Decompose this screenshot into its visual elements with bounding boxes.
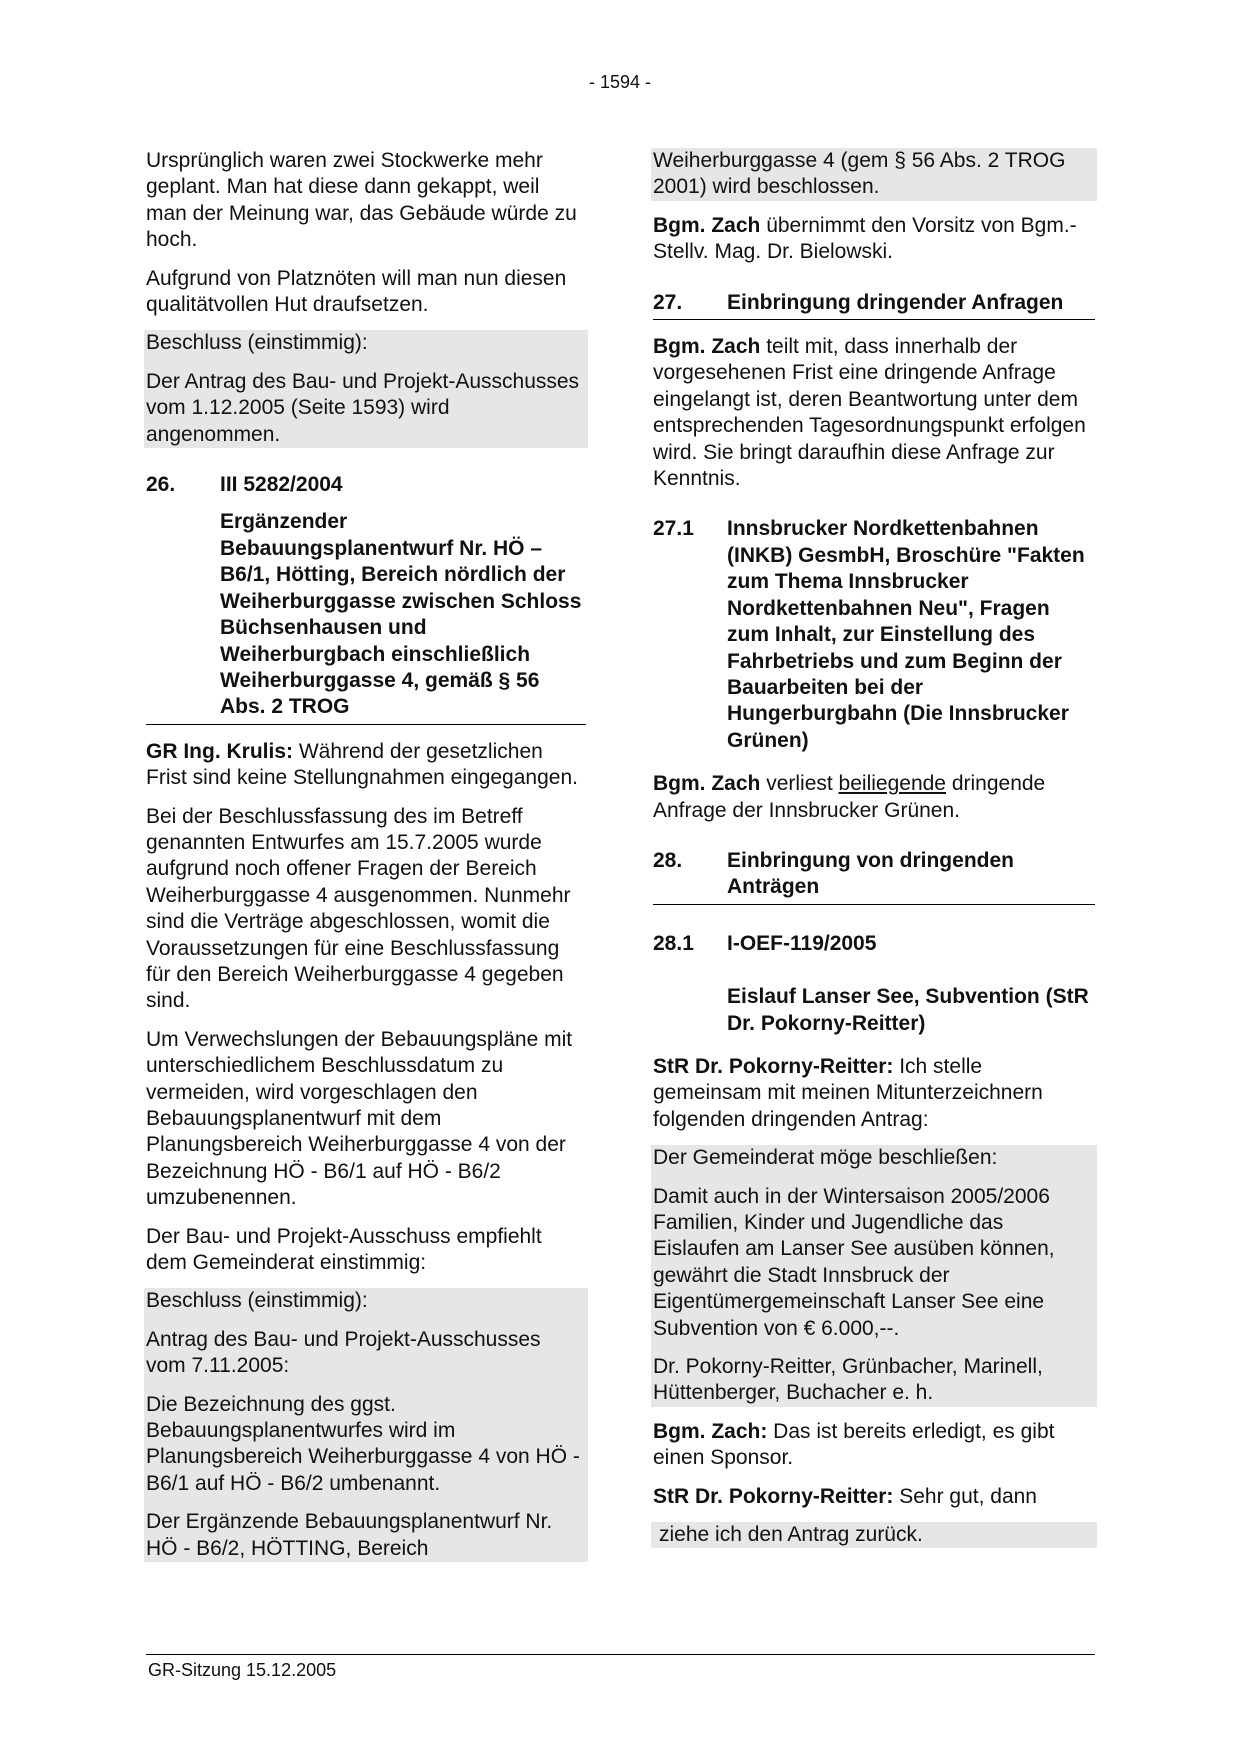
- resolution-text: Weiherburggasse 4 (gem § 56 Abs. 2 TROG 2001) wird beschlossen.: [653, 149, 1066, 199]
- statement-text: Während der gesetzlichen Frist sind keine Stellungnahmen eingegangen.: [146, 739, 578, 790]
- attachment-reference: beiliegende: [838, 772, 946, 796]
- item-title: Einbringung dringender Anfragen: [727, 290, 1064, 314]
- closing-text: ziehe ich den Antrag zurück.: [659, 1523, 923, 1547]
- resolution-block: [651, 148, 1097, 201]
- item-number: 28.1: [653, 931, 694, 955]
- resolution-block: [144, 330, 588, 448]
- resolution-label: Beschluss (einstimmig):: [146, 331, 368, 355]
- speaker-name: Bgm. Zach: [653, 213, 761, 237]
- statement-text: verliest: [760, 772, 839, 796]
- statement-text: übernimmt den Vorsitz von Bgm.-Stellv. Mag. Dr. Bielowski.: [653, 213, 1077, 264]
- agenda-item-26-title: [146, 509, 586, 724]
- item-title: Eislauf Lanser See, Subvention (StR Dr. Pokorny-Reitter): [727, 985, 1089, 1035]
- resolution-label: Beschluss (einstimmig):: [146, 1289, 368, 1313]
- item-number: 27.1: [653, 517, 694, 541]
- speaker-statement: [146, 739, 586, 792]
- item-number: 27.: [653, 290, 683, 314]
- statement-text: Ich stelle gemeinsam mit meinen Mitunterzeichnern folgenden dringenden Antrag:: [653, 1054, 1043, 1131]
- resolution-block: [144, 1288, 588, 1562]
- footer: GR-Sitzung 15.12.2005: [148, 1660, 337, 1680]
- agenda-item-28-1-title: [653, 984, 1095, 1040]
- paragraph: Aufgrund von Platznöten will man nun diesen qualitätvollen Hut draufsetzen.: [146, 266, 567, 317]
- speaker-statement: [653, 334, 1095, 492]
- motion-label: Der Gemeinderat möge beschließen:: [653, 1146, 998, 1170]
- statement-text: Sehr gut, dann: [893, 1484, 1037, 1508]
- item-title: Einbringung von dringenden Anträgen: [727, 848, 1014, 899]
- item-title: Innsbrucker Nordkettenbahnen (INKB) GesmbH, Broschüre "Fakten zum Thema Innsbrucker Nordkettenbahnen Neu", Fragen zum Inhalt, zur Einstellung des Fahrbetriebs und zum Beginn der Bauarbeiten bei der Hungerburgbahn (Die Innsbrucker Grünen): [727, 517, 1085, 752]
- speaker-statement: [653, 771, 1095, 824]
- item-number: 28.: [653, 848, 683, 872]
- item-reference: I-OEF-119/2005: [727, 931, 877, 955]
- speaker-name: StR Dr. Pokorny-Reitter:: [653, 1484, 894, 1508]
- paragraph: Der Bau- und Projekt-Ausschuss empfiehlt dem Gemeinderat einstimmig:: [146, 1224, 542, 1275]
- speaker-statement: [653, 1054, 1095, 1133]
- motion-text: Damit auch in der Wintersaison 2005/2006 Familien, Kinder und Jugendliche das Eislaufen am Lanser See ausüben können, gewährt die Stadt Innsbruck der Eigentümergemeinschaft Lanser See eine Subvention von € 6.000,--.: [653, 1184, 1055, 1340]
- statement-text: dringende Anfrage der Innsbrucker Grünen.: [653, 772, 1046, 822]
- speaker-statement: [653, 1484, 1095, 1510]
- item-reference: III 5282/2004: [220, 473, 343, 497]
- paragraph: Bei der Beschlussfassung des im Betreff genannten Entwurfes am 15.7.2005 wurde aufgrund noch offener Fragen der Bereich Weiherburggasse 4 ausgenommen. Nunmehr sind die Verträge abgeschlossen, womit die Voraussetzungen für eine Beschlussfassung für den Bereich Weiherburggasse 4 gegeben sind.: [146, 804, 571, 1013]
- agenda-item-28: [653, 848, 1095, 905]
- agenda-item-28-1: [653, 931, 1095, 960]
- statement-text: Das ist bereits erledigt, es gibt einen Sponsor.: [653, 1419, 1055, 1470]
- speaker-name: GR Ing. Krulis:: [146, 739, 293, 763]
- page-number: - 1594 -: [588, 72, 652, 92]
- speaker-statement: [653, 213, 1095, 266]
- left-column: [146, 148, 586, 1562]
- paragraph: Ursprünglich waren zwei Stockwerke mehr geplant. Man hat diese dann gekappt, weil man der Meinung war, das Gebäude würde zu hoch.: [146, 149, 577, 252]
- agenda-item-26: [146, 472, 586, 501]
- speaker-name: Bgm. Zach: [653, 335, 761, 359]
- item-number: 26.: [146, 473, 176, 497]
- item-title: Ergänzender Bebauungsplanentwurf Nr. HÖ – B6/1, Hötting, Bereich nördlich der Weiherburggasse zwischen Schloss Büchsenhausen und Weiherburgbach einschließlich Weiherburggasse 4, gemäß § 56 Abs. 2 TROG: [220, 510, 582, 719]
- right-column: [653, 148, 1095, 1548]
- paragraph: Um Verwechslungen der Bebauungspläne mit unterschiedlichem Beschlussdatum zu vermeiden, wird vorgeschlagen den Bebauungsplanentwurf mit dem Planungsbereich Weiherburggasse 4 von der Bezeichnung HÖ - B6/1 auf HÖ - B6/2 umzubenennen.: [146, 1027, 573, 1210]
- resolution-text: Antrag des Bau- und Projekt-Ausschusses vom 7.11.2005:: [146, 1327, 541, 1378]
- resolution-text: Der Antrag des Bau- und Projekt-Ausschusses vom 1.12.2005 (Seite 1593) wird angenommen.: [146, 369, 580, 446]
- agenda-item-27-1: [653, 516, 1095, 757]
- resolution-text: Die Bezeichnung des ggst. Bebauungsplanentwurfes wird im Planungsbereich Weiherburggasse 4 von HÖ - B6/1 auf HÖ - B6/2 umbenannt.: [146, 1392, 580, 1495]
- statement-text: teilt mit, dass innerhalb der vorgesehenen Frist eine dringende Anfrage eingelangt ist, deren Beantwortung unter dem entsprechenden Tagesordnungspunkt erfolgen wird. Sie bringt daraufhin diese Anfrage zur Kenntnis.: [653, 335, 1086, 491]
- speaker-name: StR Dr. Pokorny-Reitter:: [653, 1054, 894, 1078]
- footer-divider: [146, 1654, 1095, 1655]
- closing-block: [651, 1522, 1097, 1548]
- speaker-name: Bgm. Zach: [653, 772, 761, 796]
- speaker-name: Bgm. Zach:: [653, 1419, 768, 1443]
- speaker-statement: [653, 1419, 1095, 1472]
- resolution-text: Der Ergänzende Bebauungsplanentwurf Nr. HÖ - B6/2, HÖTTING, Bereich: [146, 1510, 553, 1560]
- signatories: Dr. Pokorny-Reitter, Grünbacher, Marinell, Hüttenberger, Buchacher e. h.: [653, 1355, 1043, 1405]
- agenda-item-27: [653, 290, 1095, 320]
- motion-block: [651, 1145, 1097, 1407]
